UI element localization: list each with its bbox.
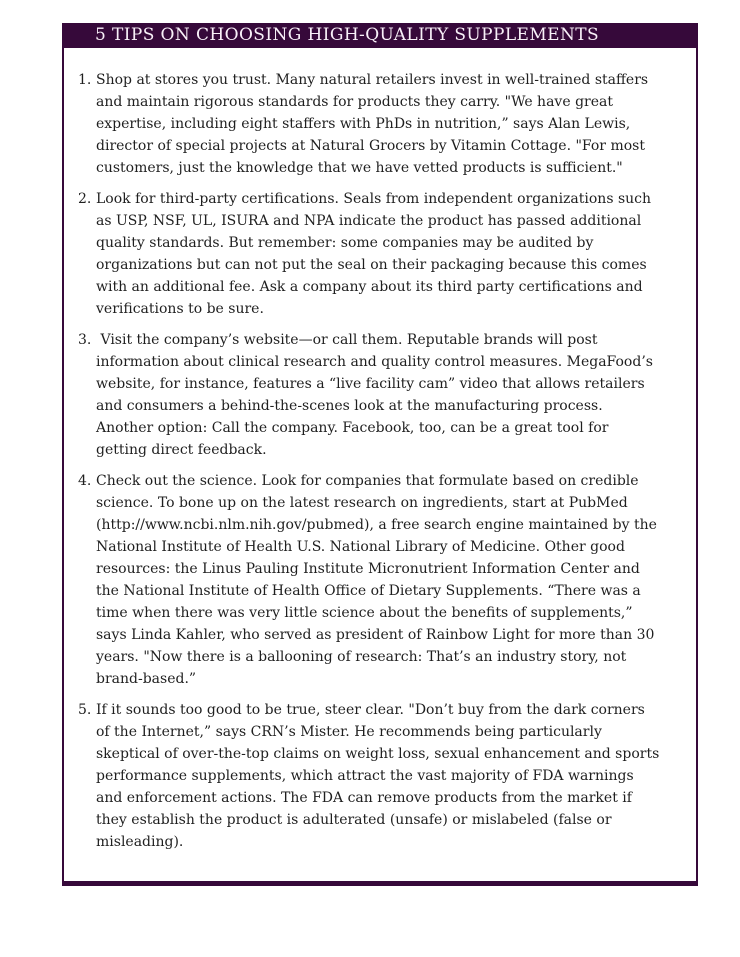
tip-item-2 [76,188,662,320]
tip-text: Visit the company’s website—or call them. Reputable brands will post information about clinical research and quality control measures. MegaFood’s website, for instance, features a “live facility cam” video that allows retailers and consumers a behind-the-scenes look at the manufacturing process. Another option: Call the company. Facebook, too, can be a great tool for getting direct feedback. [96,332,658,458]
tip-text: Check out the science. Look for companies that formulate based on credible science. To bone up on the latest research on ingredients, start at PubMed (http://www.ncbi.nlm.nih.gov/pubmed), a free search engine maintained by the National Institute of Health U.S. National Library of Medicine. Other good resources: the Linus Pauling Institute Micronutrient Information Center and the National Institute of Health Office of Dietary Supplements. “There was a time when there was very little science about the benefits of supplements,” says Linda Kahler, who served as president of Rainbow Light for more than 30 years. "Now there is a ballooning of research: That’s an industry story, not brand-based.” [96,473,662,687]
tip-text: If it sounds too good to be true, steer clear. "Don’t buy from the dark corners of the Internet,” says CRN’s Mister. He recommends being particularly skeptical of over-the-top claims on weight loss, sexual enhancement and sports performance supplements, which attract the vast majority of FDA warnings and enforcement actions. The FDA can remove products from the market if they establish the product is adulterated (unsafe) or mislabeled (false or misleading). [96,702,664,850]
tip-number: 2. [78,191,92,207]
tips-panel [62,23,698,886]
panel-title: 5 TIPS ON CHOOSING HIGH-QUALITY SUPPLEMENTS [95,25,600,45]
tip-number: 4. [78,473,92,489]
panel-header [62,23,698,48]
tip-number: 3. [78,332,92,348]
tip-item-4 [76,470,662,690]
tip-text: Look for third-party certifications. Seals from independent organizations such as USP, NSF, UL, ISURA and NPA indicate the product has passed additional quality standards. But remember: some companies may be audited by organizations but can not put the seal on their packaging because this comes with an additional fee. Ask a company about its third party certifications and verifications to be sure. [96,191,656,317]
tip-item-5 [76,699,662,853]
tip-item-3 [76,329,662,461]
panel-body [62,48,698,886]
tip-text: Shop at stores you trust. Many natural retailers invest in well-trained staffers and maintain rigorous standards for products they carry. "We have great expertise, including eight staffers with PhDs in nutrition,” says Alan Lewis, director of special projects at Natural Grocers by Vitamin Cottage. "For most customers, just the knowledge that we have vetted products is sufficient." [96,72,653,176]
tip-number: 1. [78,72,92,88]
tip-item-1 [76,69,662,179]
tip-number: 5. [78,702,92,718]
